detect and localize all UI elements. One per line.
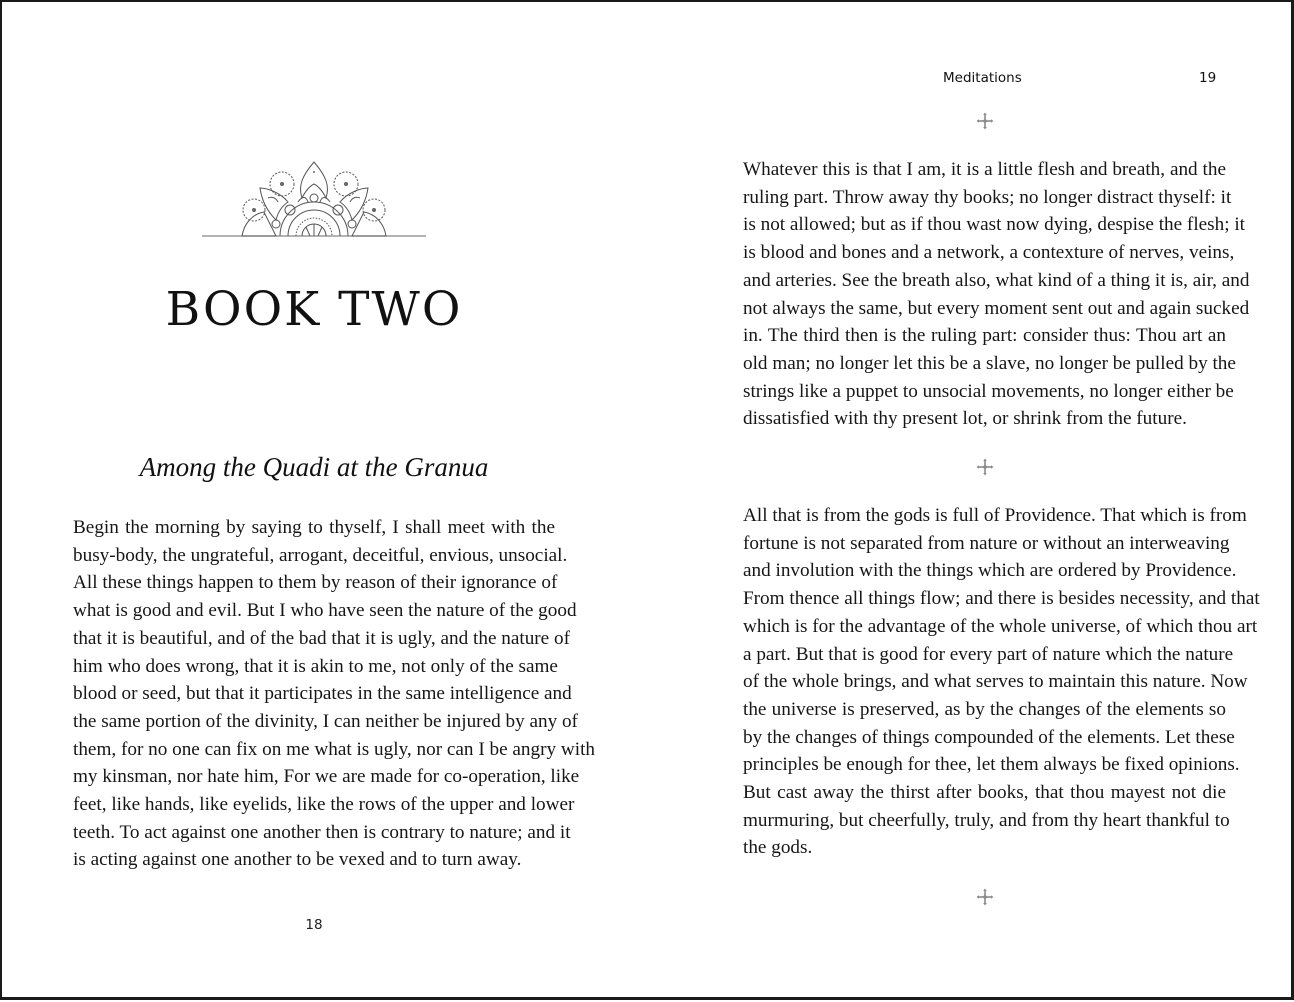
- text-line: But cast away the thirst after books, that thou mayest not die: [743, 782, 1226, 804]
- text-line: and arteries. See the breath also, what kind of a thing it is, air, and: [743, 269, 1250, 291]
- text-line: principles be enough for thee, let them always be fixed opinions.: [743, 754, 1240, 776]
- text-line: is blood and bones and a network, a contexture of nerves, veins,: [743, 242, 1235, 264]
- text-line: the universe is preserved, as by the changes of the elements so: [743, 698, 1226, 720]
- book-title: BOOK TWO: [165, 282, 463, 337]
- text-line: in. The third then is the ruling part: consider thus: Thou art an: [743, 325, 1226, 347]
- text-line: busy-body, the ungrateful, arrogant, deceitful, envious, unsocial.: [73, 544, 568, 566]
- text-line: murmuring, but cheerfully, truly, and from thy heart thankful to: [743, 809, 1230, 831]
- text-line: From thence all things flow; and there is besides necessity, and that: [743, 588, 1260, 610]
- text-line: the same portion of the divinity, I can neither be injured by any of: [73, 710, 578, 732]
- text-line: him who does wrong, that it is akin to me, not only of the same: [73, 655, 558, 677]
- text-line: teeth. To act against one another then is contrary to nature; and it: [73, 821, 571, 843]
- text-line: feet, like hands, like eyelids, like the rows of the upper and lower: [73, 794, 575, 816]
- text-line: a part. But that is good for every part of nature which the nature: [743, 643, 1234, 665]
- text-line: the gods.: [743, 837, 813, 859]
- text-line: is acting against one another to be vexed and to turn away.: [73, 849, 522, 871]
- text-line: by the changes of things compounded of the elements. Let these: [743, 726, 1235, 748]
- text-line: ruling part. Throw away thy books; no longer distract thyself: it: [743, 186, 1232, 208]
- mandala-ornament-icon: [202, 152, 426, 240]
- left-page: [2, 2, 649, 1002]
- text-line: Whatever this is that I am, it is a little flesh and breath, and the: [743, 159, 1226, 180]
- text-line: is not allowed; but as if thou wast now dying, despise the flesh; it: [743, 214, 1246, 236]
- text-line: that it is beautiful, and of the bad that it is ugly, and the nature of: [73, 627, 570, 649]
- text-line: not always the same, but every moment sent out and again sucked: [743, 297, 1250, 319]
- fleuron-cross-icon: [976, 888, 994, 906]
- text-line: of the whole brings, and what serves to maintain this nature. Now: [743, 671, 1248, 693]
- text-line: which is for the advantage of the whole universe, of which thou art: [743, 615, 1258, 637]
- text-line: and involution with the things which are ordered by Providence.: [743, 560, 1237, 582]
- text-line: fortune is not separated from nature or without an interweaving: [743, 532, 1230, 554]
- fleuron-cross-icon: [976, 112, 994, 130]
- text-line: All these things happen to them by reason of their ignorance of: [73, 572, 558, 594]
- text-line: what is good and evil. But I who have seen the nature of the good: [73, 600, 577, 622]
- right-page: [649, 2, 1294, 1002]
- text-line: them, for no one can fix on me what is ugly, nor can I be angry with: [73, 738, 596, 760]
- text-line: my kinsman, nor hate him, For we are made for co-operation, like: [73, 766, 580, 788]
- text-line: blood or seed, but that it participates in the same intelligence and: [73, 683, 572, 705]
- text-line: old man; no longer let this be a slave, no longer be pulled by the: [743, 352, 1236, 374]
- left-paragraph: [73, 514, 596, 874]
- right-paragraph-1: [743, 156, 1250, 433]
- text-line: dissatisfied with thy present lot, or shrink from the future.: [743, 408, 1187, 430]
- right-paragraph-2: [743, 502, 1260, 862]
- fleuron-cross-icon: [976, 458, 994, 476]
- running-head: Meditations: [943, 70, 1022, 86]
- chapter-subtitle: Among the Quadi at the Granua: [139, 452, 489, 482]
- text-line: strings like a puppet to unsocial movements, no longer either be: [743, 380, 1234, 402]
- text-line: Begin the morning by saying to thyself, I shall meet with the: [73, 517, 555, 538]
- page-number-left: 18: [305, 917, 323, 933]
- text-line: All that is from the gods is full of Providence. That which is from: [743, 505, 1247, 526]
- page-number-right: 19: [1199, 70, 1217, 86]
